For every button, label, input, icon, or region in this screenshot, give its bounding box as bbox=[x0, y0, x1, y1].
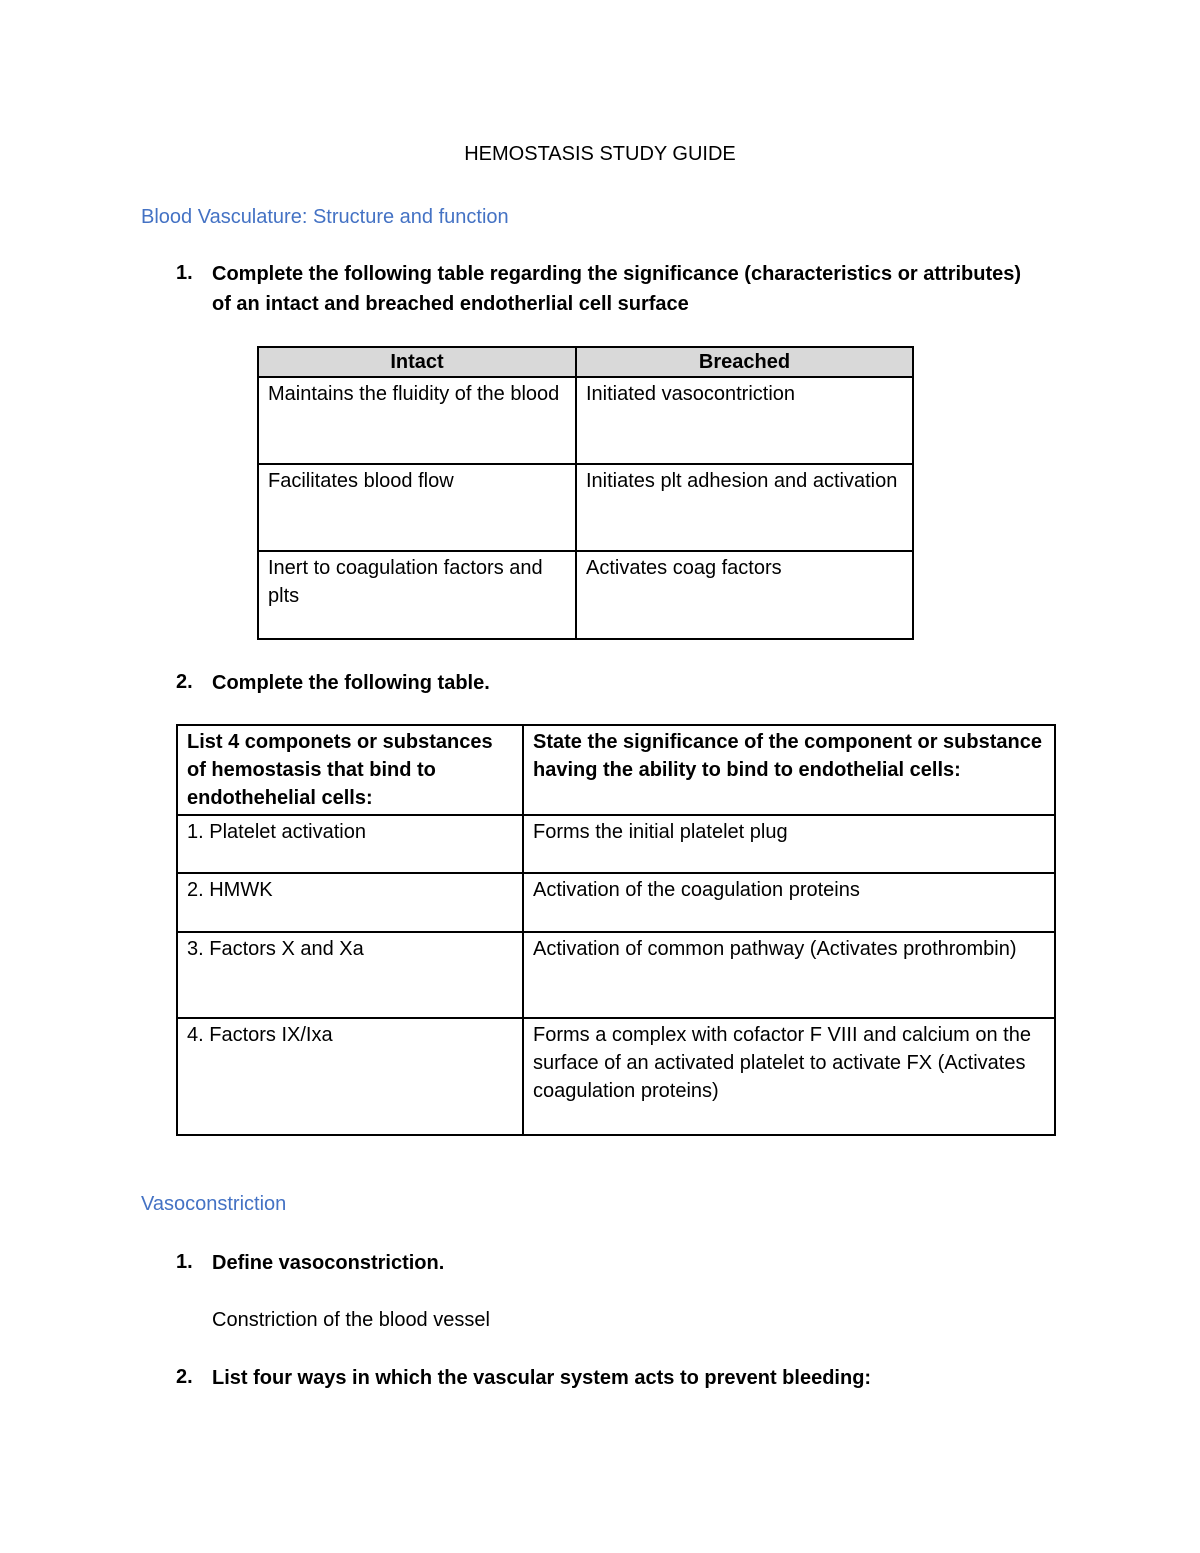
table-cell: Initiated vasocontriction bbox=[576, 377, 913, 464]
table-row bbox=[177, 1018, 1055, 1135]
table-cell: Forms a complex with cofactor F VIII and calcium on the surface of an activated platelet to activate FX (Activates coagulation proteins) bbox=[523, 1018, 1055, 1135]
table-row bbox=[177, 932, 1055, 1018]
table-row bbox=[177, 873, 1055, 932]
question-text: of an intact and breached endotherlial cell surface bbox=[212, 293, 689, 315]
table-cell: Activation of common pathway (Activates prothrombin) bbox=[523, 932, 1055, 1018]
table-row bbox=[258, 377, 913, 464]
question-text: Complete the following table regarding the significance (characteristics or attributes) bbox=[212, 263, 1022, 285]
question-text: Define vasoconstriction. bbox=[212, 1252, 445, 1274]
section-heading-vasoconstriction: Vasoconstriction bbox=[141, 1193, 287, 1215]
table-cell: 1. Platelet activation bbox=[177, 815, 523, 873]
table-header-cell: List 4 componets or substances of hemostasis that bind to endothehelial cells: bbox=[177, 725, 523, 815]
page-title: HEMOSTASIS STUDY GUIDE bbox=[464, 143, 736, 165]
question-number: 1. bbox=[176, 262, 193, 284]
question-text: List four ways in which the vascular system acts to prevent bleeding: bbox=[212, 1367, 872, 1389]
table-row bbox=[258, 464, 913, 551]
question-text: Complete the following table. bbox=[212, 672, 490, 694]
table-header-cell: Breached bbox=[576, 347, 913, 377]
section-heading-blood-vasculature: Blood Vasculature: Structure and function bbox=[141, 206, 509, 228]
answer-text: Constriction of the blood vessel bbox=[212, 1309, 490, 1331]
table-cell: 2. HMWK bbox=[177, 873, 523, 932]
question-number: 2. bbox=[176, 671, 193, 693]
table-cell: Activates coag factors bbox=[576, 551, 913, 639]
table-cell: Facilitates blood flow bbox=[258, 464, 576, 551]
table-cell: Activation of the coagulation proteins bbox=[523, 873, 1055, 932]
table-header-row bbox=[177, 725, 1055, 815]
table-cell: Initiates plt adhesion and activation bbox=[576, 464, 913, 551]
table-cell: Forms the initial platelet plug bbox=[523, 815, 1055, 873]
question-number: 1. bbox=[176, 1251, 193, 1273]
table-cell: 4. Factors IX/Ixa bbox=[177, 1018, 523, 1135]
table-header-cell: State the significance of the component or substance having the ability to bind to endothelial cells: bbox=[523, 725, 1055, 815]
table-row bbox=[177, 815, 1055, 873]
hemostasis-components-table bbox=[176, 724, 1056, 1136]
table-header-row bbox=[258, 347, 913, 377]
intact-breached-table bbox=[257, 346, 914, 640]
table-header-cell: Intact bbox=[258, 347, 576, 377]
table-cell: Maintains the fluidity of the blood bbox=[258, 377, 576, 464]
table-cell: 3. Factors X and Xa bbox=[177, 932, 523, 1018]
question-number: 2. bbox=[176, 1366, 193, 1388]
table-row bbox=[258, 551, 913, 639]
table-cell: Inert to coagulation factors and plts bbox=[258, 551, 576, 639]
